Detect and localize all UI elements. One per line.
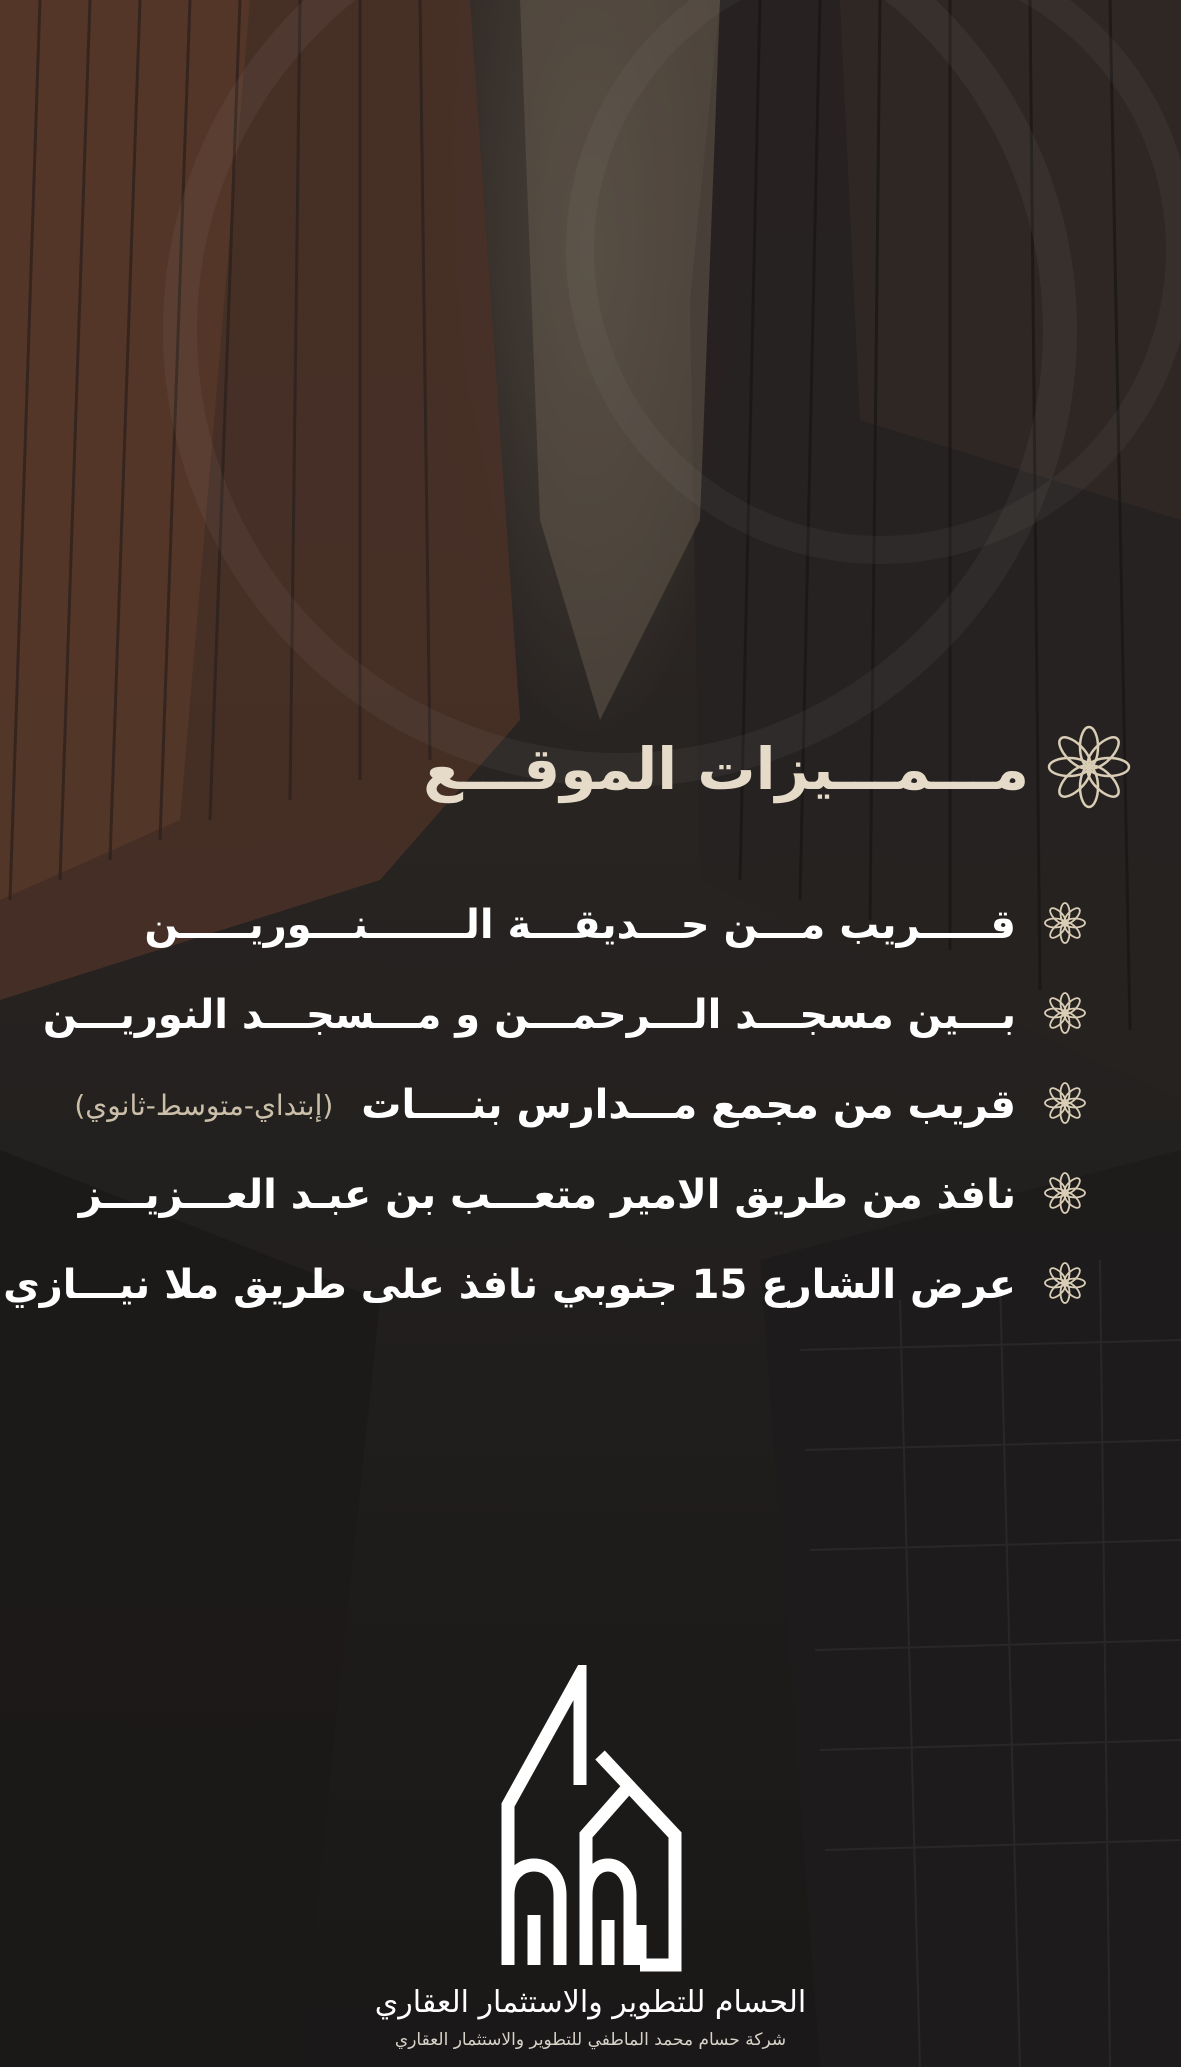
list-item (26, 1150, 1086, 1240)
company-subtitle: شركة حسام محمد الماطفي للتطوير والاستثمار العقاري (394, 2030, 787, 2050)
feature-list (3, 880, 1086, 1330)
feature-text: بـــين مسجـــد الـــرحمـــن و مـــسجـــد النوريـــن (42, 992, 1016, 1038)
feature-note: (إبتداي-متوسط-ثانوي) (74, 1088, 334, 1122)
list-item (3, 1240, 1086, 1330)
heading-row (423, 725, 1131, 813)
feature-text: قريب من مجمع مـــدارس بنــــات (361, 1082, 1016, 1128)
building-logo (490, 1665, 690, 1975)
flower-bullet-icon (1044, 992, 1086, 1038)
feature-text: نافذ من طريق الامير متعـــب بن عبـد العـــزيـــز (78, 1172, 1016, 1218)
flower-bullet-icon (1044, 1262, 1086, 1308)
company-name: الحسام للتطوير والاستثمار العقاري (374, 1985, 807, 2020)
flower-bullet-icon (1044, 1082, 1086, 1128)
list-item (26, 1060, 1086, 1150)
list-item (26, 880, 1086, 970)
flower-bullet-icon (1044, 902, 1086, 948)
feature-text: قـــــريب مـــن حـــديقـــة الـــــــنـــوريـــــن (144, 902, 1016, 948)
feature-text: عرض الشارع 15 جنوبي نافذ على طريق ملا نيـــازي (3, 1262, 1016, 1308)
flower-icon (1047, 725, 1131, 813)
flower-bullet-icon (1044, 1172, 1086, 1218)
page-title: مـــمـــيزات الموقـــع (423, 735, 1029, 803)
list-item (26, 970, 1086, 1060)
